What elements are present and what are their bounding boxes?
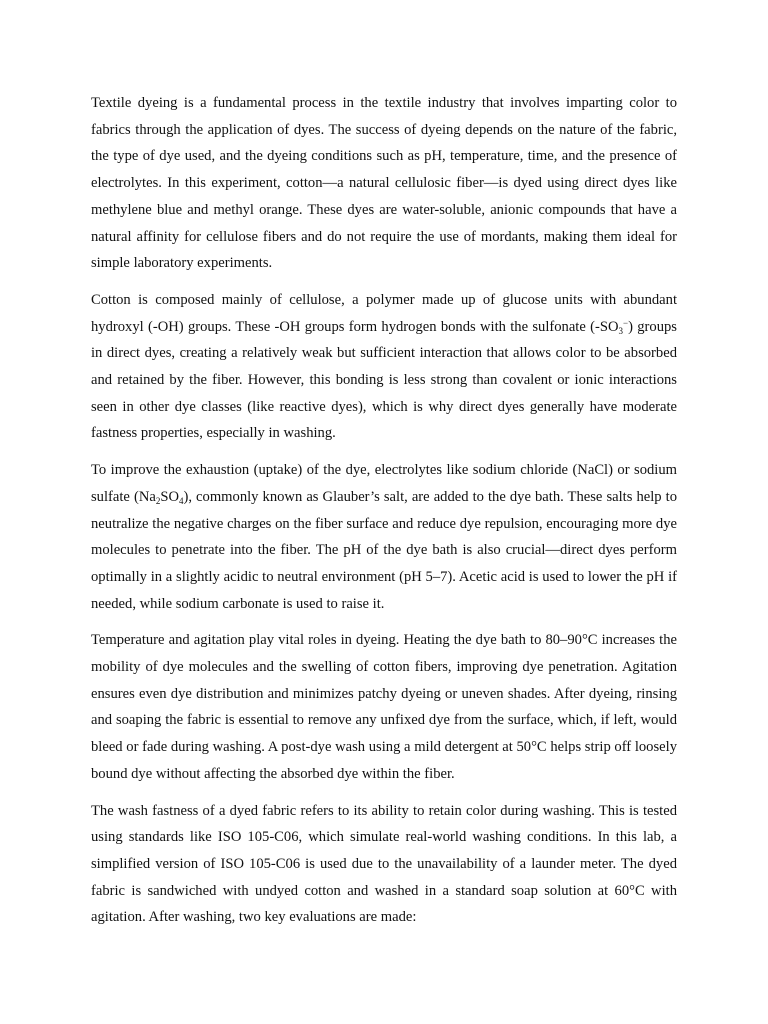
superscript-minus: −: [623, 317, 629, 328]
paragraph-temperature: Temperature and agitation play vital roles in dyeing. Heating the dye bath to 80–90°C increases the mobility of dye molecules and the swelling of cotton fibers, improving dye penetration. Agitation ensures even dye distribution and minimizes patchy dyeing or uneven shades. After dyeing, rinsing and soaping the fabric is essential to remove any unfixed dye from the surface, which, if left, would bleed or fade during washing. A post-dye wash using a mild detergent at 50°C helps strip off loosely bound dye without affecting the absorbed dye within the fiber.: [91, 632, 677, 782]
paragraph-electrolytes: [91, 457, 677, 617]
paragraph-electrolytes-text-1: To improve the exhaustion (uptake) of the dye, electrolytes like sodium chloride (NaCl) or sodium sulfate (Na: [91, 462, 677, 505]
paragraph-wash-fastness: The wash fastness of a dyed fabric refers to its ability to retain color during washing. This is tested using standards like ISO 105-C06, which simulate real-world washing conditions. In this lab, a simplified version of ISO 105-C06 is used due to the unavailability of a launder meter. The dyed fabric is sandwiched with undyed cotton and washed in a standard soap solution at 60°C with agitation. After washing, two key evaluations are made:: [91, 802, 677, 926]
document-body: [91, 90, 677, 941]
subscript-2: 2: [155, 495, 161, 506]
paragraph-electrolytes-text-2: SO: [160, 488, 179, 505]
paragraph-electrolytes-text-3: ), commonly known as Glauber’s salt, are added to the dye bath. These salts help to neutralize the negative charges on the fiber surface and reduce dye repulsion, encouraging more dye molecules to penetrate into the fiber. The pH of the dye bath is also crucial—direct dyes perform optimally in a slightly acidic to neutral environment (pH 5–7). Acetic acid is used to lower the pH if needed, while sodium carbonate is used to raise it.: [91, 488, 677, 612]
paragraph-cellulose-text-2: ) groups in direct dyes, creating a relatively weak but sufficient interaction that allows color to be absorbed and retained by the fiber. However, this bonding is less strong than covalent or ionic interactions seen in other dye classes (like reactive dyes), which is why direct dyes generally have moderate fastness properties, especially in washing.: [91, 318, 677, 442]
paragraph-cellulose: [91, 287, 677, 447]
subscript-3: 3: [618, 325, 624, 336]
paragraph-cellulose-text-1: Cotton is composed mainly of cellulose, a polymer made up of glucose units with abundant hydroxyl (-OH) groups. These -OH groups form hydrogen bonds with the sulfonate (-SO: [91, 291, 677, 335]
paragraph-intro: Textile dyeing is a fundamental process in the textile industry that involves imparting color to fabrics through the application of dyes. The success of dyeing depends on the nature of the fabric, the type of dye used, and the dyeing conditions such as pH, temperature, time, and the presence of electrolytes. In this experiment, cotton—a natural cellulosic fiber—is dyed using direct dyes like methylene blue and methyl orange. These dyes are water-soluble, anionic compounds that have a natural affinity for cellulose fibers and do not require the use of mordants, making them ideal for simple laboratory experiments.: [91, 95, 677, 272]
subscript-4: 4: [179, 495, 184, 506]
